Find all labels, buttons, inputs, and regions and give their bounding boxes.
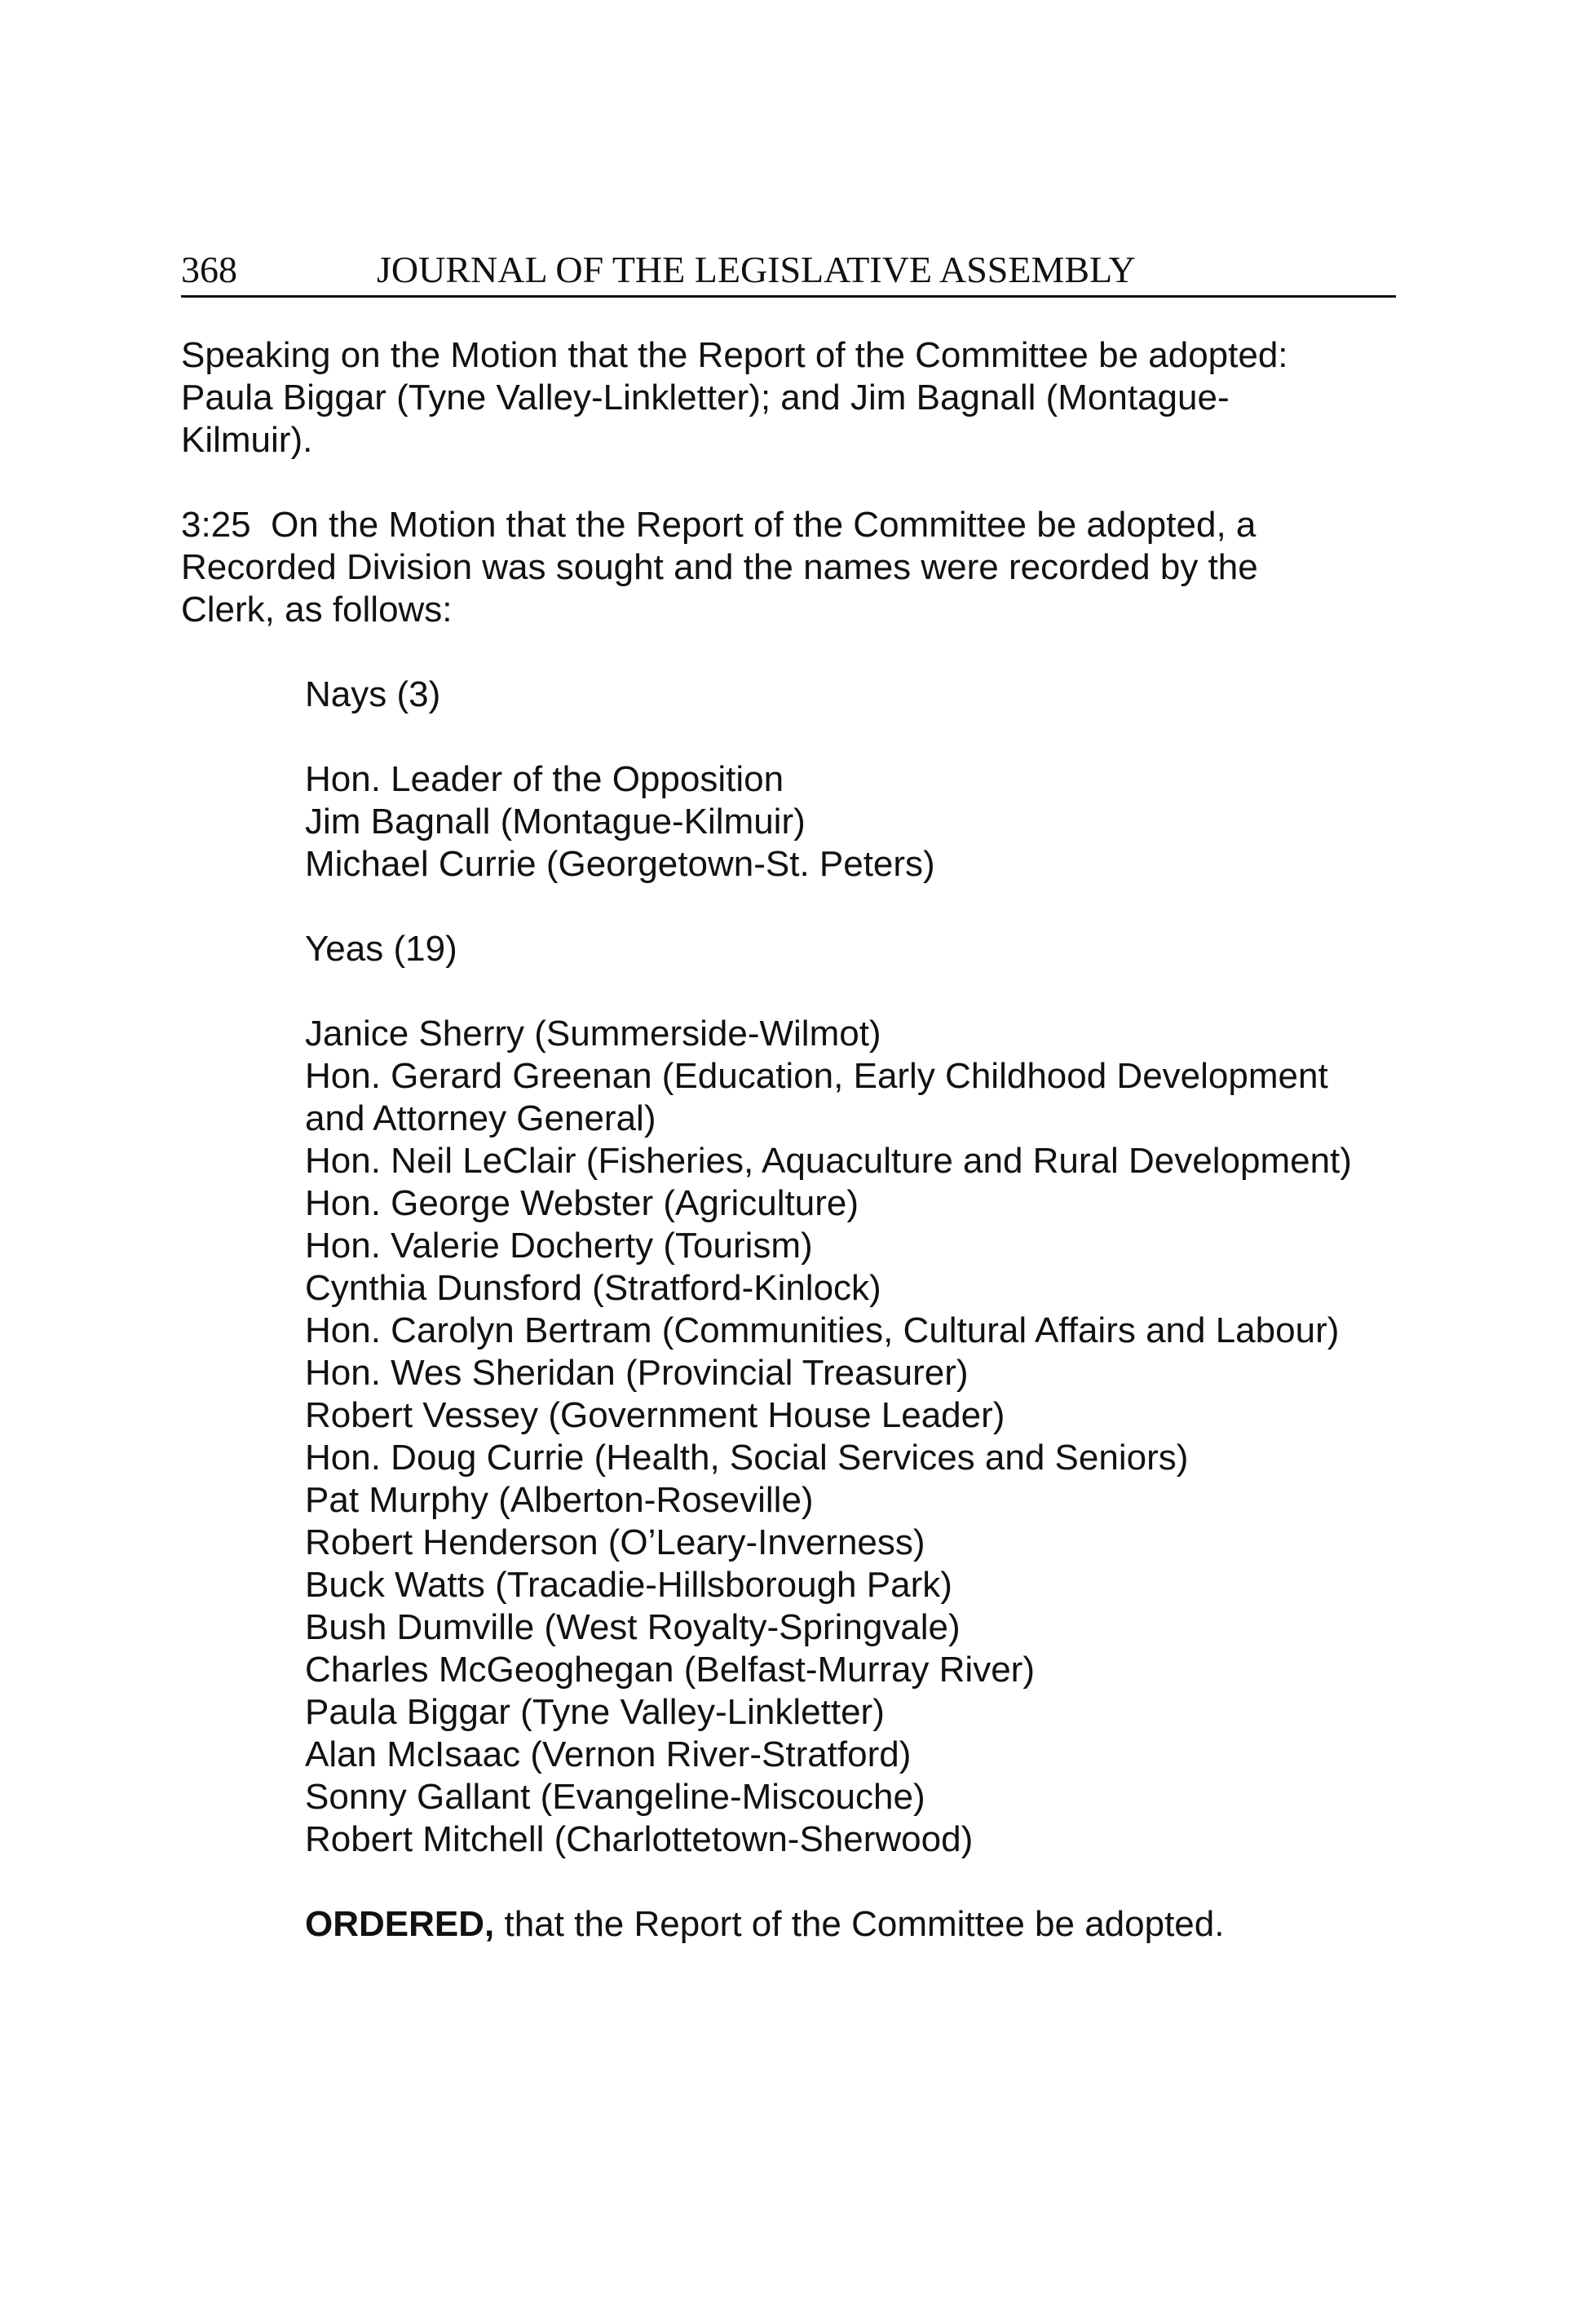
list-item: Robert Mitchell (Charlottetown-Sherwood) [305,1819,974,1859]
list-item: Jim Bagnall (Montague-Kilmuir) [305,802,806,842]
list-item: Buck Watts (Tracadie-Hillsborough Park) [305,1565,952,1605]
text-line: Clerk, as follows: [181,590,453,630]
text-line: Recorded Division was sought and the names were recorded by the [181,547,1258,587]
list-item: Charles McGeoghegan (Belfast-Murray River) [305,1650,1035,1690]
list-item: Hon. Doug Currie (Health, Social Services and Seniors) [305,1438,1189,1478]
ordered-text: that the Report of the Committee be adopted. [494,1904,1225,1944]
ordered-statement [305,1903,1404,1946]
yeas-heading: Yeas (19) [305,929,457,969]
yeas-list [305,1013,1404,1861]
ordered-label: ORDERED, [305,1904,495,1944]
list-item: Alan McIsaac (Vernon River-Stratford) [305,1734,912,1774]
list-item: Hon. Valerie Docherty (Tourism) [305,1226,813,1266]
list-item: Paula Biggar (Tyne Valley-Linkletter) [305,1692,885,1732]
text-line: Kilmuir). [181,420,313,460]
list-item: and Attorney General) [305,1098,656,1138]
list-item: Hon. Gerard Greenan (Education, Early Childhood Development [305,1056,1328,1096]
nays-list [305,758,1404,886]
list-item: Hon. Carolyn Bertram (Communities, Cultural Affairs and Labour) [305,1310,1340,1350]
text-line: 3:25 On the Motion that the Report of the Committee be adopted, a [181,505,1257,545]
page-header [181,245,1396,298]
page-number: 368 [181,249,237,290]
list-item: Janice Sherry (Summerside-Wilmot) [305,1014,881,1054]
vote-record [181,674,1404,1946]
list-item: Robert Vessey (Government House Leader) [305,1395,1005,1435]
list-item: Hon. Neil LeClair (Fisheries, Aquaculture and Rural Development) [305,1141,1352,1181]
list-item: Sonny Gallant (Evangeline-Miscouche) [305,1777,925,1817]
text-line: Paula Biggar (Tyne Valley-Linkletter); and Jim Bagnall (Montague- [181,378,1230,418]
list-item: Cynthia Dunsford (Stratford-Kinlock) [305,1268,881,1308]
nays-heading: Nays (3) [305,674,441,714]
division-paragraph [181,504,1404,631]
list-item: Michael Currie (Georgetown-St. Peters) [305,844,935,884]
list-item: Hon. Leader of the Opposition [305,759,784,799]
journal-body [181,334,1404,1988]
list-item: Bush Dumville (West Royalty-Springvale) [305,1607,961,1647]
list-item: Robert Henderson (O’Leary-Inverness) [305,1522,925,1562]
text-line: Speaking on the Motion that the Report of the Committee be adopted: [181,335,1288,375]
list-item: Hon. George Webster (Agriculture) [305,1183,859,1223]
list-item: Hon. Wes Sheridan (Provincial Treasurer) [305,1353,969,1393]
speaking-paragraph [181,334,1404,462]
running-title: JOURNAL OF THE LEGISLATIVE ASSEMBLY [377,249,1136,290]
list-item: Pat Murphy (Alberton-Roseville) [305,1480,814,1520]
